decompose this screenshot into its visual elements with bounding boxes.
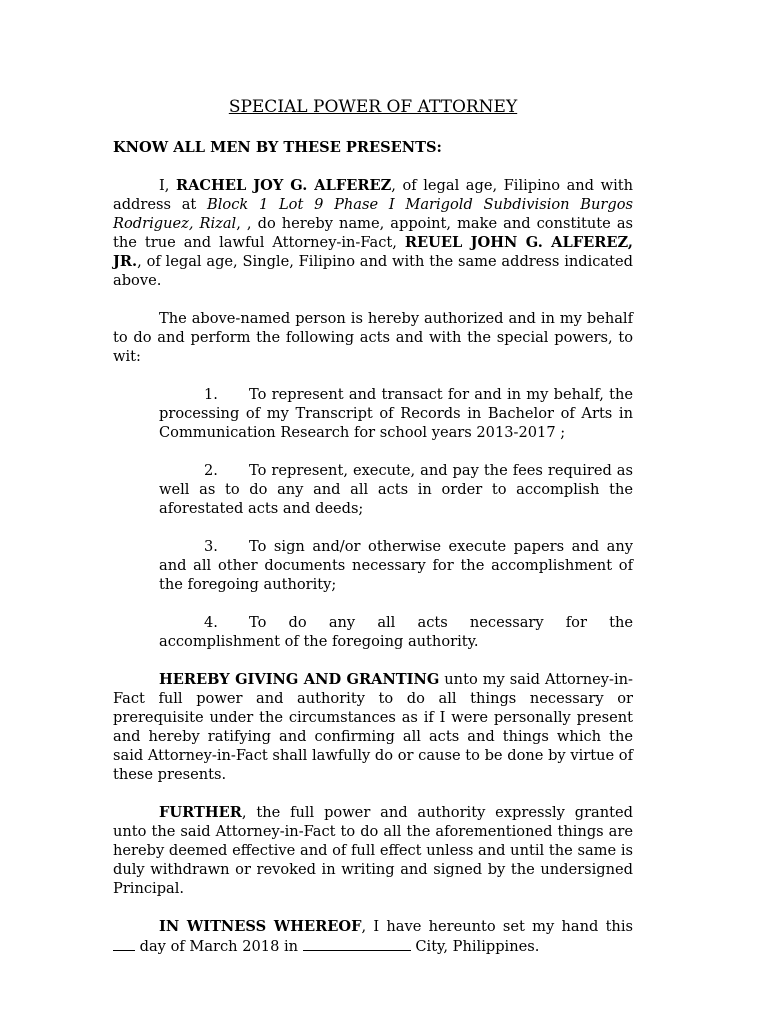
authorization-paragraph: The above-named person is hereby authorized and in my behalf to do and perform the following acts and with the special powers, to wit: bbox=[113, 310, 633, 365]
text-segment: , I have hereunto set my hand this bbox=[361, 918, 633, 935]
item-text: To sign and/or otherwise execute papers and any and all other documents necessary for the accomplishment of the foregoing authority; bbox=[159, 538, 633, 593]
item-number: 3. bbox=[204, 538, 218, 555]
principal-paragraph bbox=[113, 176, 633, 290]
salutation: KNOW ALL MEN BY THESE PRESENTS: bbox=[113, 139, 442, 156]
power-item-3 bbox=[159, 537, 633, 594]
item-text: To represent, execute, and pay the fees required as well as to do any and all acts in order to accomplish the aforestated acts and deeds; bbox=[159, 462, 633, 517]
text-segment: unto my said Attorney-in-Fact full power and authority to do all things necessary or prerequisite under the circumstances as if I were personally present and hereby ratifying and confirming all acts and things which the said Attorney-in-Fact shall lawfully do or cause to be done by virtue of these presents. bbox=[113, 671, 633, 783]
text-segment: , of legal age, Filipino and with address at bbox=[113, 177, 633, 213]
day-blank bbox=[113, 936, 135, 951]
power-item-2 bbox=[159, 461, 633, 518]
text-segment: , of legal age, Single, Filipino and with the same address indicated above. bbox=[113, 253, 633, 289]
item-number: 2. bbox=[204, 462, 218, 479]
text-segment: City, Philippines. bbox=[410, 938, 540, 955]
further-paragraph bbox=[113, 803, 633, 898]
item-text: To represent and transact for and in my behalf, the processing of my Transcript of Records in Bachelor of Arts in Communication Research for school years 2013-2017 ; bbox=[159, 386, 633, 441]
item-text: To do any all acts necessary for the accomplishment of the foregoing authority. bbox=[159, 614, 633, 650]
city-blank bbox=[303, 936, 411, 951]
item-number: 1. bbox=[204, 386, 218, 403]
attorney-name: REUEL JOHN G. ALFEREZ, JR. bbox=[113, 234, 633, 270]
text-segment: I, bbox=[159, 177, 176, 194]
principal-address: Block 1 Lot 9 Phase I Marigold Subdivision Burgos Rodriguez, Rizal bbox=[113, 196, 634, 232]
power-item-4 bbox=[159, 613, 633, 651]
document-title: SPECIAL POWER OF ATTORNEY bbox=[228, 97, 518, 117]
principal-name: RACHEL JOY G. ALFEREZ bbox=[175, 177, 392, 194]
further-lead: FURTHER bbox=[159, 804, 242, 821]
granting-lead: HEREBY GIVING AND GRANTING bbox=[159, 671, 440, 688]
item-number: 4. bbox=[204, 614, 218, 631]
granting-paragraph bbox=[113, 670, 633, 784]
power-item-1 bbox=[159, 385, 633, 442]
text-segment: , the full power and authority expressly granted unto the said Attorney-in-Fact to do all the aforementioned things are hereby deemed effective and of full effect unless and until the same is duly withdrawn or revoked in writing and signed by the undersigned Principal. bbox=[113, 804, 633, 897]
document-page bbox=[113, 96, 633, 975]
witness-lead: IN WITNESS WHEREOF bbox=[159, 918, 362, 935]
text-segment: day of March 2018 in bbox=[135, 938, 303, 955]
witness-paragraph bbox=[113, 917, 633, 956]
text-segment: , , do hereby name, appoint, make and constitute as the true and lawful Attorney-in-Fact, bbox=[113, 215, 634, 251]
